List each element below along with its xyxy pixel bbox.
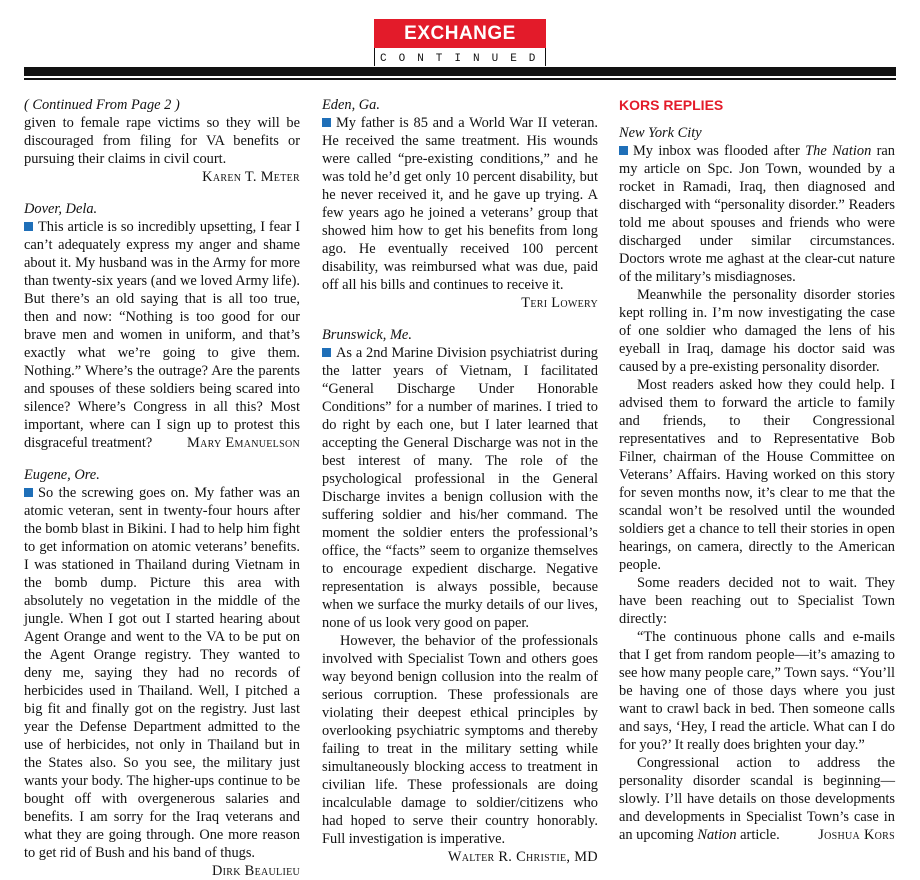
bullet-square-icon [619, 146, 628, 155]
column-3 [619, 96, 895, 844]
letter-location: Eden, Ga. [322, 97, 380, 113]
publication-title: The Nation [805, 143, 872, 159]
letter-body [322, 344, 598, 632]
letter-location: Brunswick, Me. [322, 327, 412, 343]
letter-signature: Teri Lowery [521, 295, 598, 311]
letter-body [24, 484, 300, 879]
letter-body [322, 114, 598, 311]
bullet-square-icon [322, 348, 331, 357]
letter-text: However, the behavior of the professionals involved with Specialist Town and others goes way beyond benign collusion into the realm of serious corruption. These professionals are violating their deepest ethical principles by overlooking psychiatric symptoms and thereby failing to treat in the military setting while simultaneously blocking access to treatment in civilian life. These professionals are doing incalculable damage to soldier/citizens who had hoped to serve their country honorably. Full investigation is imperative. [322, 633, 598, 847]
header-rule-thin [24, 78, 896, 80]
letter-text: So the screwing goes on. My father was an atomic veteran, sent in twenty-four hours after the bomb blast in Bikini. I had to help him fight to get information on atomic veterans’ benefits. I was stationed in Thailand during Vietnam in the bomb dump. Picture this area with absolutely no vegetation in the middle of the jungle. When I got out I started hearing about Agent Orange and went to the VA to be put on the Agent Orange registry. They wanted to deny me, saying they had no records of herbicides used in Thailand. Well, I pitched a big fit and finally got on the registry. Just last year the Defense Department admitted to the use of herbicides, not only in Thailand but in the States also. So you see, the military just wants your body. The higher-ups continue to be bought off with overgenerous salaries and benefits. I am sorry for the Iraq veterans and what they are going through. One more reason to get rid of Bush and his band of thugs. [24, 485, 300, 861]
letter-signature: Karen T. Meter [202, 169, 300, 185]
reply-heading: KORS REPLIES [619, 97, 724, 113]
reply-text: My inbox was flooded after [633, 143, 800, 159]
bullet-square-icon [24, 222, 33, 231]
reply-paragraph: Most readers asked how they could help. I advised them to forward the article to family and friends, to their Congressional representatives and to Representative Bob Filner, chairman of the House Committee on Veterans’ Affairs. Having worked on this story for seven months now, it’s clear to me that the scandal won’t be resolved until the wounded soldiers get a chance to tell their stories in open hearings, on camera, directly to the American people. [619, 377, 895, 573]
letter-location: Eugene, Ore. [24, 467, 100, 483]
bullet-square-icon [24, 488, 33, 497]
reply-text: article. [740, 827, 780, 843]
reply-paragraph [619, 142, 895, 286]
letter-text: given to female rape victims so they will be discouraged from filing for VA benefits or pursuing their claims in civil court. [24, 115, 300, 167]
reply-paragraph: Meanwhile the personality disorder stories kept rolling in. I’m now investigating the case of one soldier who damaged the lens of his eyeball in Iraq, damage his doctor said was caused by a pre-existing personality disorder. [619, 287, 895, 375]
reply-text: ran my article on Spc. Jon Town, wounded by a rocket in Ramadi, Iraq, then diagnosed and discharged with “personality disorder.” Readers told me about spouses and friends who were discharged under similar circumstances. Doctors wrote me aghast at the clear-cut nature of the military’s misdiagnoses. [619, 143, 895, 285]
reply-quote: “The continuous phone calls and e-mails that I get from random people—it’s amazing to see how many people care,” Town says. “You’ll be having one of those days where you just want to crawl back in bed. Then someone calls and says, ‘Hey, I read the article. What can I do for you?’ It really does brighten your day.” [619, 629, 895, 753]
publication-title: Nation [697, 827, 737, 843]
header-rule-thick [24, 67, 896, 76]
column-1 [24, 96, 300, 880]
reply-text: Congressional action to address the personality disorder scandal is beginning—slowly. I’ll have details on those developments and developments in Specialist Town’s case in an upcoming [619, 755, 895, 843]
reply-signature: Joshua Kors [818, 827, 895, 843]
letter-body [24, 114, 300, 185]
reply-paragraph [619, 754, 895, 844]
letter-text: As a 2nd Marine Division psychiatrist during the latter years of Vietnam, I facilitated “General Discharge Under Honorable Conditions” for a number of marines. I tried to do right by each one, but I later learned that accepting the General Discharge was not in the best interest of many. The role of the psychological professional in the General Discharge invites a benign collusion with the suffering soldier and his/her command. The moment the soldier enters the professional’s office, the “facts” seem to organize themselves to encourage expedient discharge. Negative representation is always possible, because when we surface the murky details of our lives, none of us look very good on paper. [322, 345, 598, 631]
letter-text: This article is so incredibly upsetting, I fear I can’t adequately express my anger and shame about it. My husband was in the Army for more than twenty-six years (and we loved Army life). But there’s an old saying that is all too true, then and now: “Nothing is too good for our brave men and women in uniform, and that’s exactly what we’re going to give them. Nothing.” Where’s the outrage? Are the parents and spouses of these soldiers being scared into silence? Where’s Congress in all this? Most important, where can I sign up to protest this disgraceful treatment? [24, 219, 300, 451]
reply-paragraph: Some readers decided not to wait. They have been reaching out to Specialist Town directly: [619, 575, 895, 627]
reply-location: New York City [619, 125, 702, 141]
column-2 [322, 96, 598, 866]
letter-signature: Mary Emanuelson [186, 435, 300, 451]
letter-signature: Dirk Beaulieu [211, 863, 300, 879]
bullet-square-icon [322, 118, 331, 127]
letter-body-continued [322, 632, 598, 865]
letter-signature: Walter R. Christie, MD [447, 849, 598, 865]
section-masthead: EXCHANGE [374, 19, 546, 48]
continued-note: ( Continued From Page 2 ) [24, 97, 180, 113]
letter-text: My father is 85 and a World War II veteran. He received the same treatment. His wounds were called “pre-existing conditions,” and he was told he’d get only 10 percent disability, but he never received it, and he gave up trying. A few years ago he joined a veterans’ group that showed him how to get his benefits from long ago. He eventually received 100 percent disability, was reimbursed what was due, paid off all his bills and continues to receive it. [322, 115, 598, 293]
section-subtitle: CONTINUED [380, 53, 548, 65]
letter-location: Dover, Dela. [24, 201, 98, 217]
letter-body [24, 218, 300, 452]
